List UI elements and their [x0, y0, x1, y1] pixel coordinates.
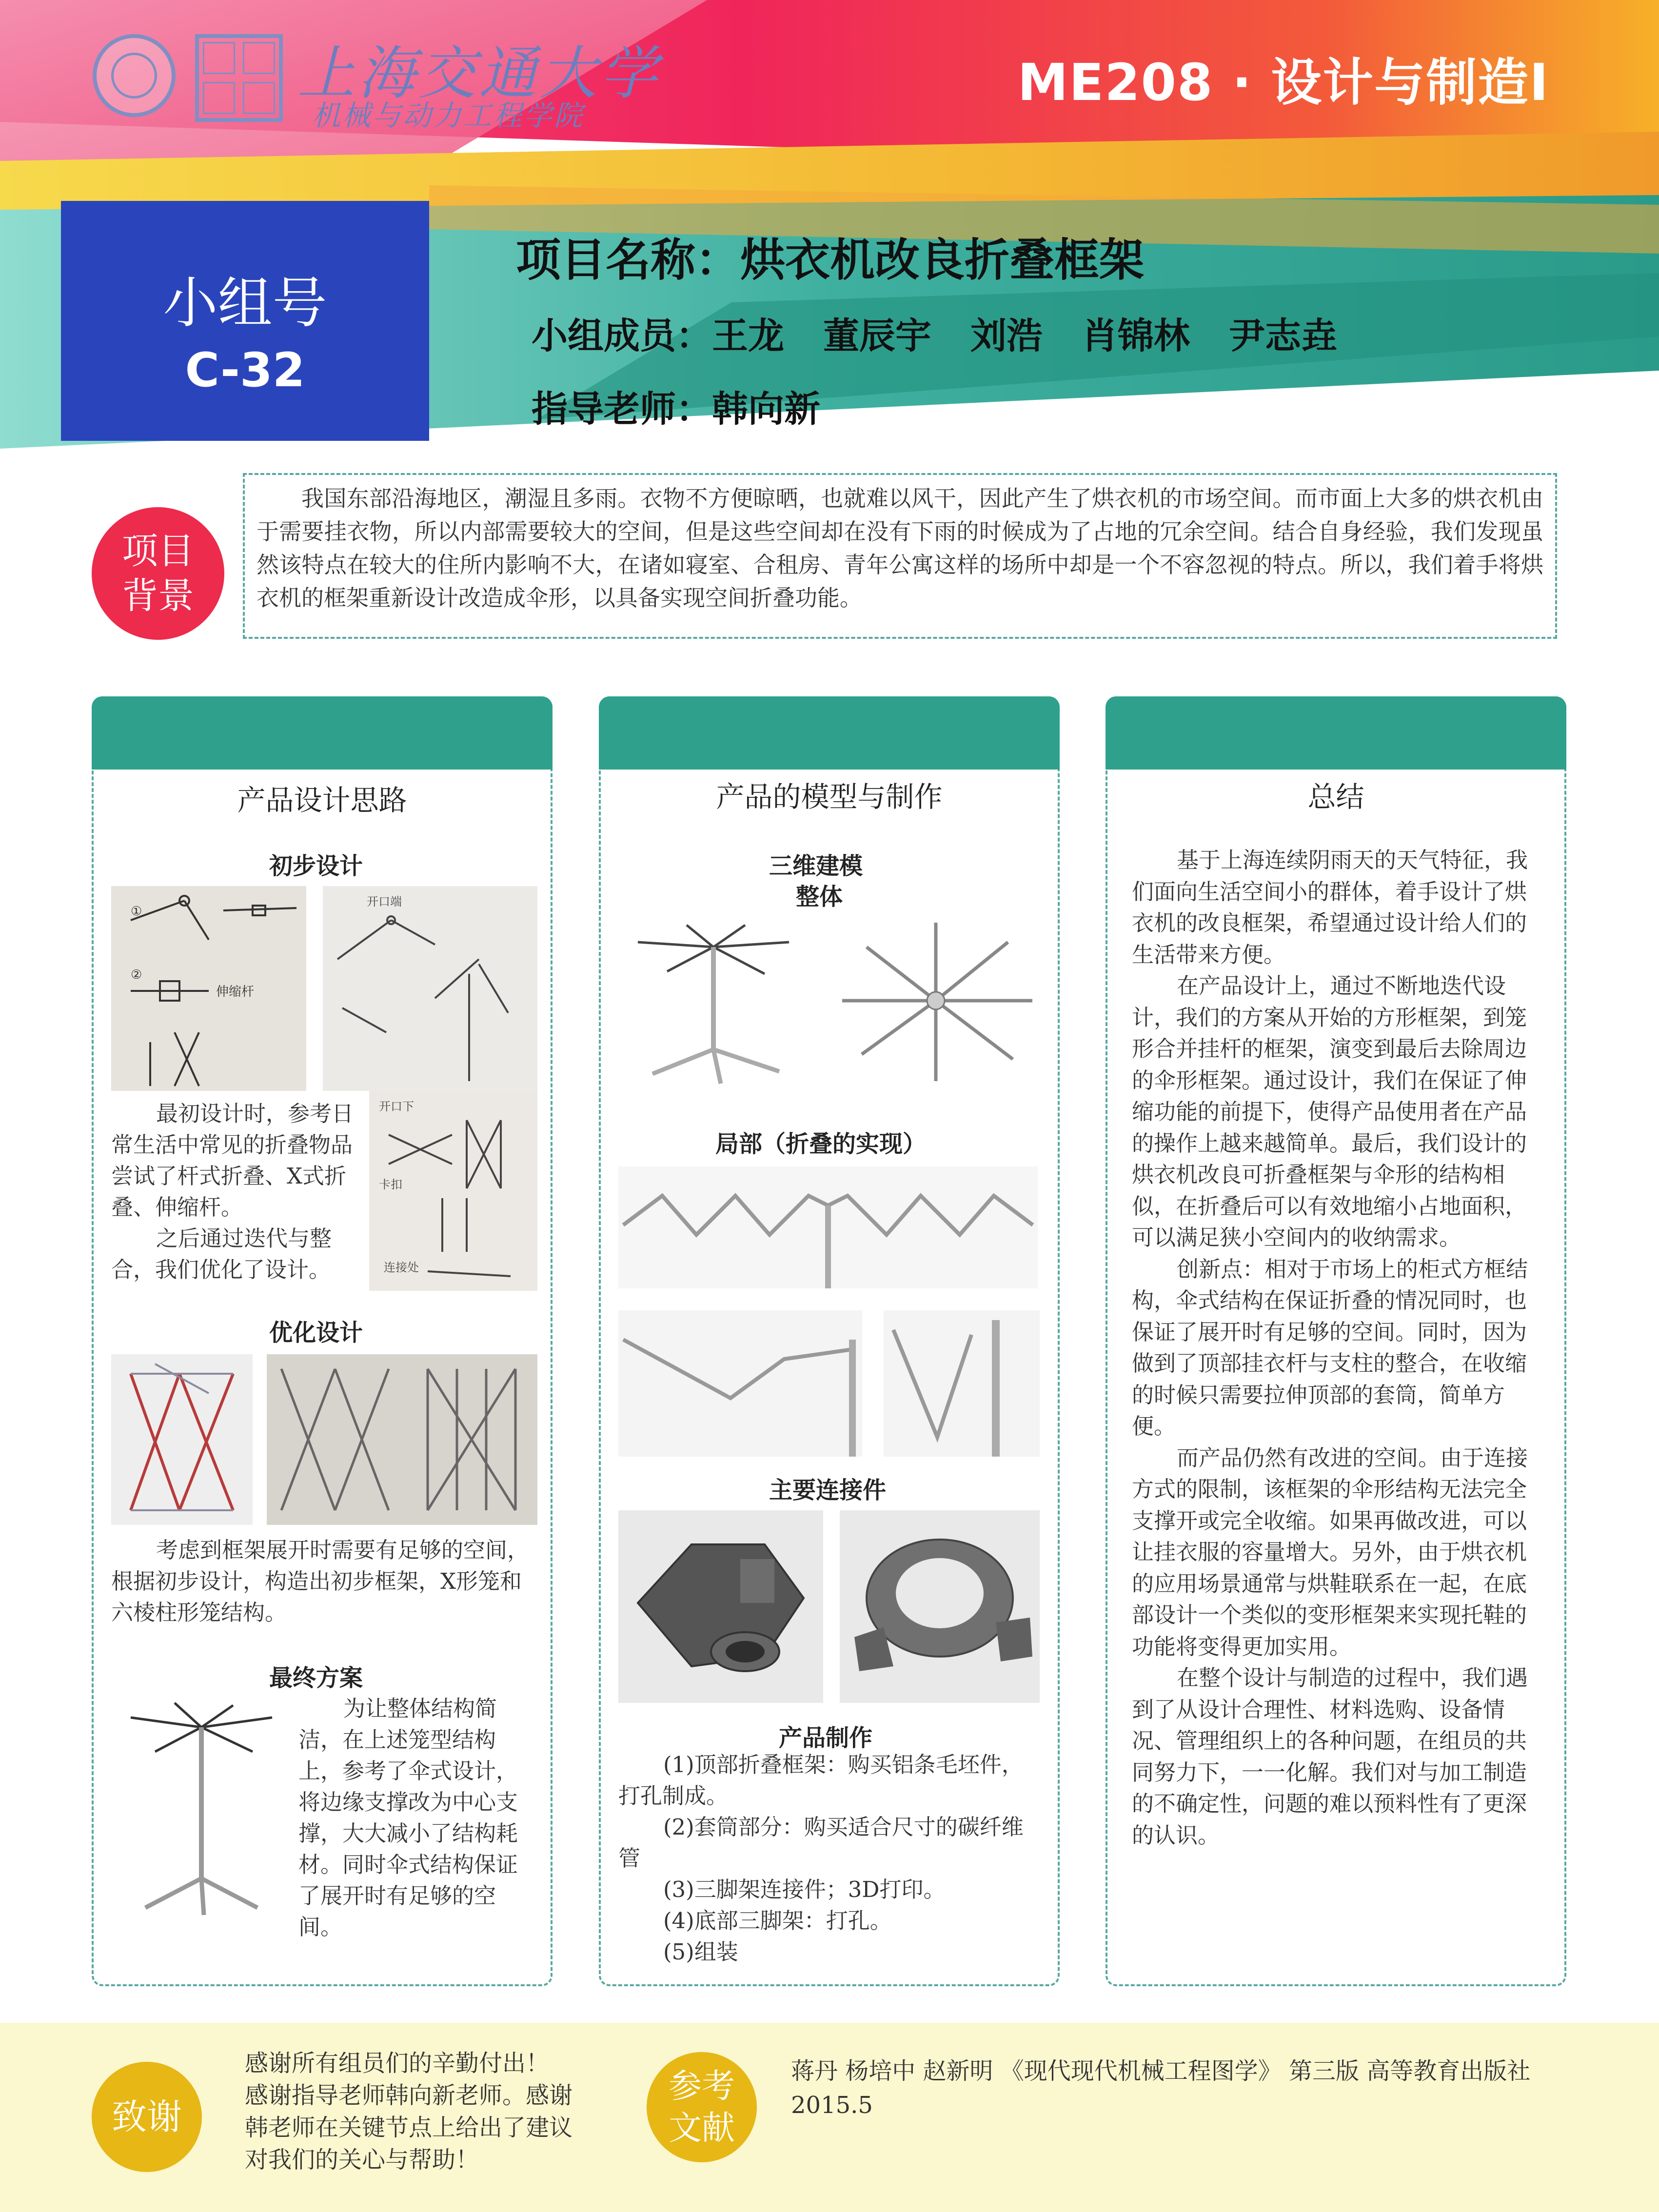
group-number-box — [61, 201, 429, 441]
design-idea-column — [92, 696, 553, 1986]
optimized-design-paragraph: 考虑到框架展开时需要有足够的空间，根据初步设计，构造出初步框架，X形笼和六棱柱形笼结构。 — [111, 1537, 530, 1625]
background-label-line1: 项目 — [122, 530, 194, 572]
final-plan-text — [298, 1693, 537, 1943]
model-and-making-column — [599, 696, 1060, 1986]
folding-joint-render — [618, 1166, 1038, 1288]
group-id: C-32 — [185, 343, 305, 397]
optimized-design-text — [111, 1535, 535, 1628]
connector-render-1 — [618, 1510, 823, 1703]
university-seal-logo — [93, 34, 176, 117]
summary-column — [1106, 696, 1566, 1986]
background-label-badge — [92, 507, 224, 640]
column-title: 总结 — [1307, 780, 1364, 813]
sketch-note: 开口端 — [367, 895, 402, 908]
reference-text: 蒋丹 杨培中 赵新明 《现代现代机械工程图学》 第三版 高等教育出版社 2015.5 — [791, 2057, 1531, 2119]
zigzag-drawing — [618, 1166, 1038, 1288]
optimized-x-frame-render — [111, 1354, 253, 1525]
reference-label-line2: 文献 — [668, 2109, 735, 2148]
column-header-bar — [1106, 696, 1566, 770]
background-text-box — [243, 473, 1557, 639]
members-line — [532, 307, 1376, 359]
column-header-bar — [599, 696, 1060, 770]
thanks-line: 感谢所有组员们的辛勤付出！ — [245, 2050, 550, 2077]
final-umbrella-frame-render — [111, 1698, 292, 1922]
column-header-bar — [92, 696, 553, 770]
member-name: 董辰宇 — [823, 315, 931, 357]
sketch-note: 卡扣 — [379, 1178, 402, 1191]
members-prefix: 小组成员： — [532, 315, 712, 357]
thanks-line: 对我们的关心与帮助！ — [245, 2146, 479, 2173]
summary-paragraph: 基于上海连续阴雨天的天气特征，我们面向生活空间小的群体，着手设计了烘衣机的改良框架，希望通过设计给人们的生活带来方便。 — [1132, 847, 1528, 968]
folding-detail-render-1 — [618, 1310, 862, 1457]
course-title: ME208 · 设计与制造I — [1017, 53, 1549, 112]
sketch-note: 伸缩杆 — [216, 985, 255, 999]
sketch-drawing — [369, 1091, 537, 1291]
thanks-line: 感谢指导老师韩向新老师。感谢 — [245, 2082, 573, 2109]
reference-label-line1: 参考 — [668, 2067, 735, 2106]
initial-design-text — [111, 1098, 360, 1285]
subheading-local-folding: 局部（折叠的实现） — [715, 1130, 927, 1158]
member-name: 尹志垚 — [1229, 315, 1337, 357]
svg-text:②: ② — [131, 968, 142, 982]
thanks-text — [245, 2047, 573, 2176]
column-title: 产品的模型与制作 — [716, 780, 943, 813]
summary-paragraph: 而产品仍然有改进的空间。由于连接方式的限制，该框架的伞形结构无法完全支撑开或完全收缩。如果再做改进，可以让挂衣服的容量增大。另外，由于烘衣机的应用场景通常与烘鞋联系在一起，在底部设计一个类似的变形框架来实现托鞋的功能将变得更加实用。 — [1132, 1444, 1528, 1659]
making-step: (5)组装 — [663, 1939, 738, 1965]
column-title: 产品设计思路 — [237, 784, 407, 817]
folding-detail-render-2 — [884, 1310, 1040, 1457]
umbrella-frame-drawing — [111, 1698, 292, 1922]
svg-text:①: ① — [131, 904, 142, 919]
final-plan-paragraph: 为让整体结构简洁，在上述笼型结构上，参考了伞式设计，将边缘支撑改为中心支撑，大大减小了结构耗材。同时伞式结构保证了展开时有足够的空间。 — [298, 1696, 518, 1940]
fold-detail-drawing — [884, 1310, 1040, 1457]
summary-paragraph: 在整个设计与制造的过程中，我们遇到了从设计合理性、材料选购、设备情况、管理组织上的各种问题，在组员的共同努力下，一一化解。我们对与加工制造的不确定性，问题的难以预料性有了更深的认识。 — [1132, 1665, 1528, 1848]
background-text: 我国东部沿海地区，潮湿且多雨。衣物不方便晾晒，也就难以风干，因此产生了烘衣机的市场空间。而市面上大多的烘衣机由于需要挂衣物，所以内部需要较大的空间，但是这些空间却在没有下雨的时候成为了占地的冗余空间。结合自身经验，我们发现虽然该特点在较大的住所内影响不大，在诸如寝室、合租房、青年公寓这样的场所中却是一个不容忽视的特点。所以，我们着手将烘衣机的框架重新设计改造成伞形，以具备实现空间折叠功能。 — [257, 485, 1543, 611]
school-name: 上海交通大学 — [297, 40, 661, 107]
subheading-initial-design: 初步设计 — [269, 852, 363, 880]
member-name: 肖锦林 — [1082, 315, 1190, 357]
fold-detail-drawing — [618, 1310, 862, 1457]
summary-text — [1132, 845, 1541, 1851]
sketch-note: 连接处 — [384, 1261, 419, 1274]
top-view-drawing — [832, 913, 1040, 1088]
sketch-note: 开口下 — [379, 1100, 414, 1113]
whole-model-render-top — [832, 913, 1040, 1088]
making-step: (3)三脚架连接件；3D打印。 — [663, 1876, 946, 1902]
thanks-badge — [92, 2062, 202, 2172]
sketch-drawing — [323, 886, 537, 1091]
making-step: (4)底部三脚架：打孔。 — [663, 1908, 892, 1934]
thanks-label: 致谢 — [111, 2096, 182, 2137]
sketch-drawing — [111, 886, 306, 1091]
poster-header — [0, 0, 1659, 468]
making-step: (2)套筒部分：购买适合尺寸的碳纤维管 — [618, 1814, 1024, 1871]
connector-drawing — [840, 1510, 1040, 1703]
initial-sketch-image-1 — [111, 886, 306, 1091]
initial-design-paragraph: 之后通过迭代与整合，我们优化了设计。 — [111, 1225, 332, 1283]
school-subtitle: 机械与动力工程学院 — [312, 99, 585, 132]
subheading-main-connector: 主要连接件 — [769, 1477, 887, 1504]
subheading-final-plan: 最终方案 — [269, 1664, 363, 1692]
advisor-line: 指导老师：韩向新 — [532, 388, 820, 430]
group-label: 小组号 — [163, 272, 327, 335]
initial-design-paragraph: 最初设计时，参考日常生活中常见的折叠物品尝试了杆式折叠、X式折叠、伸缩杆。 — [111, 1101, 354, 1220]
whole-model-render-side — [618, 913, 809, 1088]
member-name: 王龙 — [712, 315, 784, 357]
poster-footer — [0, 2023, 1659, 2212]
school-emblem-logo — [195, 34, 283, 122]
optimized-cage-model-photo — [267, 1354, 537, 1525]
background-label-line2: 背景 — [122, 575, 194, 617]
initial-sketch-image-2 — [323, 886, 537, 1091]
making-step: (1)顶部折叠框架：购买铝条毛坯件，打孔制成。 — [618, 1752, 1024, 1809]
subheading-whole: 整体 — [796, 883, 843, 910]
subheading-optimized-design: 优化设计 — [269, 1319, 363, 1346]
summary-paragraph: 在产品设计上，通过不断地迭代设计，我们的方案从开始的方形框架，到笼形合并挂杆的框架，演变到最后去除周边的伞形框架。通过设计，我们在保证了伸缩功能的前提下，使得产品使用者在产品的操作上越来越简单。最后，我们设计的烘衣机改良可折叠框架与伞形的结构相似，在折叠后可以有效地缩小占地面积，可以满足狭小空间内的收纳需求。 — [1132, 973, 1527, 1250]
initial-sketch-image-3 — [369, 1091, 537, 1291]
x-frame-drawing — [111, 1354, 253, 1525]
member-name: 刘浩 — [970, 315, 1043, 357]
connector-drawing — [618, 1510, 823, 1703]
connector-render-2 — [840, 1510, 1040, 1703]
thanks-line: 韩老师在关键节点上给出了建议 — [245, 2114, 573, 2141]
summary-paragraph: 创新点：相对于市场上的柜式方框结构，伞式结构在保证折叠的情况同时，也保证了展开时有足够的空间。同时，因为做到了顶部挂衣杆与支柱的整合，在收缩的时候只需要拉伸顶部的套筒，简单方便。 — [1132, 1256, 1528, 1439]
umbrella-frame-drawing — [618, 913, 809, 1088]
subheading-product-making: 产品制作 — [779, 1724, 873, 1752]
reference-badge — [647, 2052, 757, 2162]
cage-drawing — [267, 1354, 537, 1525]
project-name: 项目名称：烘衣机改良折叠框架 — [516, 234, 1145, 286]
subheading-3d-modeling: 三维建模 — [769, 852, 863, 880]
making-steps — [618, 1749, 1043, 1968]
